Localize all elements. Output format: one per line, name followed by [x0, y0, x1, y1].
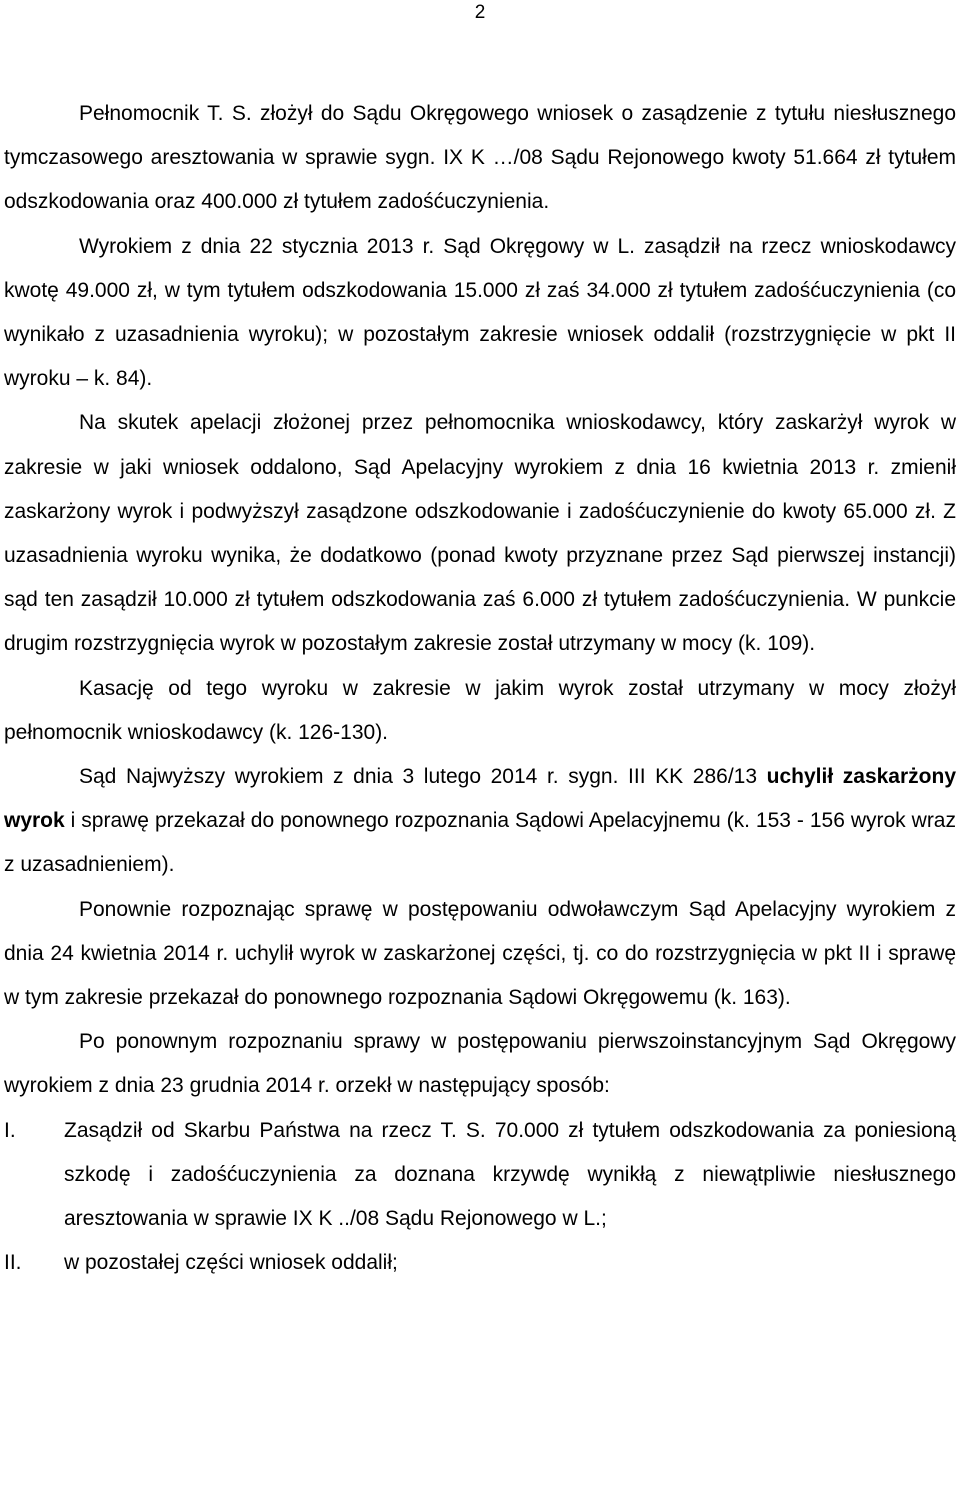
list-marker: I.: [4, 1118, 16, 1142]
paragraph-motion: Pełnomocnik T. S. złożył do Sądu Okręgowego wniosek o zasądzenie z tytułu niesłusznego tymczasowego aresztowania w sprawie sygn. IX K …/08 Sądu Rejonowego kwoty 51.664 zł tytułem odszkodowania oraz 400.000 zł tytułem zadośćuczynienia.: [4, 102, 956, 214]
paragraph-appeal: Na skutek apelacji złożonej przez pełnomocnika wnioskodawcy, który zaskarżył wyrok w zakresie w jaki wniosek oddalono, Sąd Apelacyjny wyrokiem z dnia 16 kwietnia 2013 r. zmienił zaskarżony wyrok i podwyższył zasądzone odszkodowanie i zadośćuczynienie do kwoty 65.000 zł. Z uzasadnienia wyroku wynika, że dodatkowo (ponad kwoty przyznane przez Sąd pierwszej instancji) sąd ten zasądził 10.000 zł tytułem odszkodowania zaś 6.000 zł tytułem zadośćuczynienia. W punkcie drugim rozstrzygnięcia wyrok w pozostałym zakresie został utrzymany w mocy (k. 109).: [4, 411, 956, 656]
ruling-list: [4, 1109, 956, 1286]
supreme-court-text-start: Sąd Najwyższy wyrokiem z dnia 3 lutego 2014 r. sygn. III KK 286/13: [79, 765, 767, 789]
supreme-court-bold-ruling: uchylił zaskarżony wyrok: [4, 765, 956, 833]
paragraph-retrial: Po ponownym rozpoznaniu sprawy w postępowaniu pierwszoinstancyjnym Sąd Okręgowy wyrokiem z dnia 23 grudnia 2014 r. orzekł w następujący sposób:: [4, 1030, 956, 1098]
document-body: [4, 92, 956, 1285]
list-marker: II.: [4, 1251, 22, 1275]
page-number: 2: [474, 2, 486, 23]
list-item: [4, 1241, 956, 1285]
list-item-text: w pozostałej części wniosek oddalił;: [64, 1251, 398, 1275]
supreme-court-text-end: i sprawę przekazał do ponownego rozpoznania Sądowi Apelacyjnemu (k. 153 - 156 wyrok wraz z uzasadnieniem).: [4, 809, 956, 877]
list-item: [4, 1109, 956, 1242]
paragraph-cassation: Kasację od tego wyroku w zakresie w jakim wyrok został utrzymany w mocy złożył pełnomocnik wnioskodawcy (k. 126-130).: [4, 676, 956, 744]
paragraph-first-judgment: Wyrokiem z dnia 22 stycznia 2013 r. Sąd Okręgowy w L. zasądził na rzecz wnioskodawcy kwotę 49.000 zł, w tym tytułem odszkodowania 15.000 zł zaś 34.000 zł tytułem zadośćuczynienia (co wynikało z uzasadnienia wyroku); w pozostałym zakresie wniosek oddalił (rozstrzygnięcie w pkt II wyroku – k. 84).: [4, 234, 956, 391]
paragraph-reconsideration: Ponownie rozpoznając sprawę w postępowaniu odwoławczym Sąd Apelacyjny wyrokiem z dnia 24 kwietnia 2014 r. uchylił wyrok w zaskarżonej części, tj. co do rozstrzygnięcia w pkt II i sprawę w tym zakresie przekazał do ponownego rozpoznania Sądowi Okręgowemu (k. 163).: [4, 897, 956, 1010]
list-item-text: Zasądził od Skarbu Państwa na rzecz T. S. 70.000 zł tytułem odszkodowania za poniesioną szkodę i zadośćuczynienia za doznana krzywdę wynikłą z niewątpliwie niesłusznego aresztowania w sprawie IX K ../08 Sądu Rejonowego w L.;: [64, 1118, 956, 1231]
paragraph-supreme-court: [4, 755, 956, 888]
